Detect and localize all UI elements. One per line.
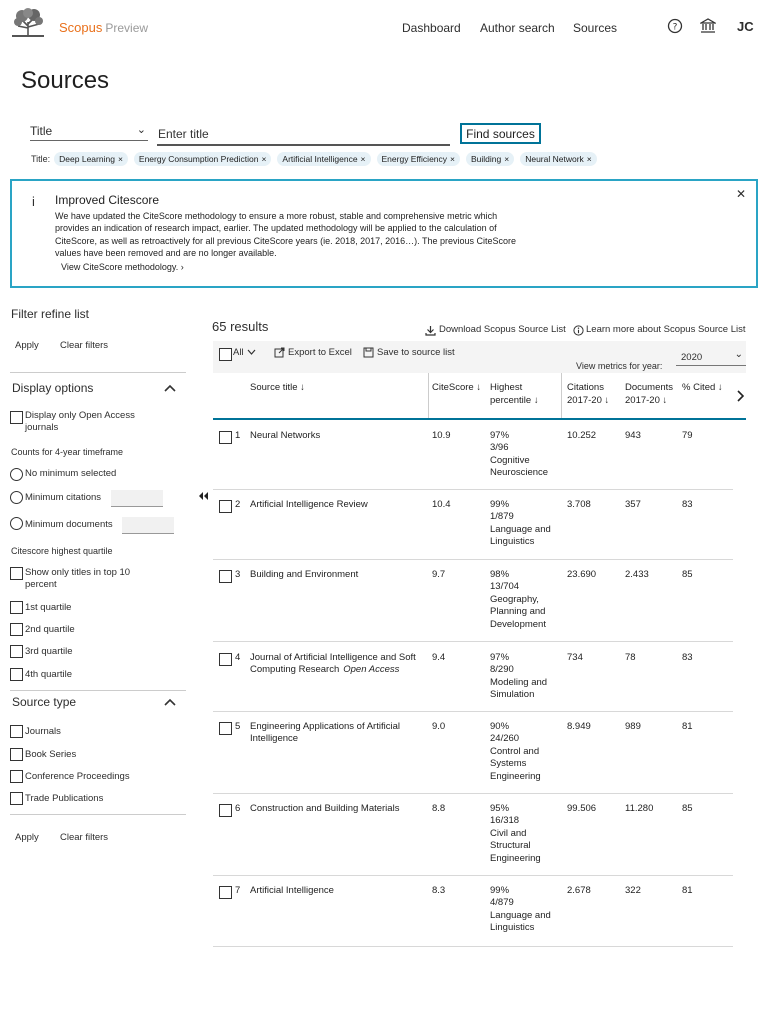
row-number: 4 [235, 652, 241, 663]
source-title-link[interactable]: Engineering Applications of Artificial Intelligence [250, 721, 400, 745]
citations-value: 2.678 [567, 885, 591, 896]
table-row [250, 652, 425, 677]
checkbox-label: Conference Proceedings [25, 771, 130, 782]
row-divider [213, 793, 733, 794]
documents-value: 2.433 [625, 569, 649, 580]
documents-value: 78 [625, 652, 636, 663]
col-citescore[interactable]: CiteScore ↓ [432, 382, 482, 393]
user-avatar[interactable]: JC [737, 19, 754, 34]
select-all-checkbox[interactable] [219, 348, 232, 361]
chip[interactable]: Deep Learning × [54, 152, 128, 166]
checkbox-label: 4th quartile [25, 669, 73, 680]
checkbox-label: Show only titles in top 10 percent [25, 567, 131, 590]
chip[interactable]: Artificial Intelligence × [277, 152, 370, 166]
preview-label: Preview [105, 21, 149, 35]
checkbox-label: Book Series [25, 749, 77, 760]
row-checkbox[interactable] [219, 804, 232, 817]
source-title-link[interactable]: Journal of Artificial Intelligence and Soft Computing Research [250, 652, 416, 676]
apply-button[interactable]: Apply [15, 340, 39, 351]
radio-no-minimum[interactable] [10, 468, 23, 481]
checkbox-label: Trade Publications [25, 793, 104, 804]
cited-value: 81 [682, 885, 693, 896]
citescore-value: 8.3 [432, 885, 446, 896]
documents-value: 989 [625, 721, 641, 732]
search-chips [31, 152, 597, 166]
percentile-value: 97% [490, 652, 510, 663]
percentile-cell [490, 652, 555, 702]
save-icon [363, 347, 374, 358]
row-divider [213, 946, 733, 947]
min-citations-input[interactable] [111, 490, 163, 507]
row-divider [213, 875, 733, 876]
col-documents[interactable]: Documents 2017-20 ↓ [625, 382, 674, 406]
citescore-value: 8.8 [432, 803, 446, 814]
results-count: 65 results [212, 319, 269, 334]
category-value: Cognitive Neuroscience [490, 454, 549, 479]
row-number: 3 [235, 569, 241, 580]
q1-checkbox[interactable] [10, 601, 23, 614]
open-access-checkbox[interactable] [10, 411, 23, 424]
min-documents-input[interactable] [122, 517, 174, 534]
percentile-cell [490, 569, 555, 631]
nav-author-search[interactable]: Author search [480, 21, 555, 35]
collapse-panel-icon[interactable] [197, 491, 209, 501]
source-type-title[interactable]: Source type [12, 695, 77, 709]
citations-value: 8.949 [567, 721, 591, 732]
citescore-value: 10.4 [432, 499, 451, 510]
close-icon[interactable]: × [586, 154, 592, 164]
citescore-notice [10, 179, 758, 288]
elsevier-logo-icon[interactable] [10, 8, 46, 38]
chevron-down-icon: ⌄ [136, 124, 146, 136]
journals-checkbox[interactable] [10, 725, 23, 738]
percentile-value: 99% [490, 499, 510, 510]
citescore-value: 9.4 [432, 652, 446, 663]
citescore-value: 9.7 [432, 569, 446, 580]
info-icon: i [32, 194, 35, 209]
open-access-label: Display only Open Access journals [25, 410, 135, 433]
documents-value: 943 [625, 430, 641, 441]
row-checkbox[interactable] [219, 500, 232, 513]
rank-value: 3/96 [490, 442, 509, 454]
conference-checkbox[interactable] [10, 770, 23, 783]
table-row [250, 499, 425, 511]
save-source-list-button[interactable]: Save to source list [377, 347, 455, 358]
table-row [250, 430, 425, 442]
find-sources-button[interactable]: Find sources [460, 123, 541, 144]
apply-button[interactable]: Apply [15, 832, 39, 843]
table-row [250, 803, 425, 815]
chip[interactable]: Energy Efficiency × [377, 152, 460, 166]
chip[interactable]: Neural Network × [520, 152, 597, 166]
source-title-link[interactable]: Building and Environment [250, 569, 359, 580]
row-divider [213, 641, 733, 642]
row-checkbox[interactable] [219, 431, 232, 444]
year-value: 2020 [681, 352, 703, 363]
cited-value: 83 [682, 652, 693, 663]
citescore-value: 10.9 [432, 430, 451, 441]
notice-title: Improved Citescore [55, 193, 160, 207]
select-all-label[interactable]: All [233, 347, 244, 358]
rank-value: 4/879 [490, 897, 514, 909]
nav-sources[interactable]: Sources [573, 21, 618, 35]
book-series-checkbox[interactable] [10, 748, 23, 761]
documents-value: 11.280 [625, 803, 654, 814]
col-source-title[interactable]: Source title ↓ [250, 382, 305, 393]
documents-value: 322 [625, 885, 641, 896]
citescore-methodology-link[interactable]: View CiteScore methodology. › [61, 262, 184, 272]
q4-checkbox[interactable] [10, 668, 23, 681]
display-options-title[interactable]: Display options [12, 381, 94, 395]
citations-value: 734 [567, 652, 583, 663]
checkbox-label: 2nd quartile [25, 624, 75, 635]
search-type-select[interactable] [30, 124, 148, 141]
row-checkbox[interactable] [219, 570, 232, 583]
source-title-link[interactable]: Artificial Intelligence Review [250, 499, 368, 510]
open-access-label: Open Access [343, 664, 400, 676]
percentile-cell [490, 499, 555, 549]
export-excel-button[interactable]: Export to Excel [288, 347, 352, 358]
checkbox-label: 3rd quartile [25, 646, 73, 657]
chip[interactable]: Building × [466, 152, 514, 166]
quartile-title: Citescore highest quartile [11, 546, 113, 556]
rank-value: 8/290 [490, 664, 514, 676]
radio-label: Minimum citations [25, 492, 102, 503]
clear-filters-button[interactable]: Clear filters [60, 340, 109, 351]
search-input[interactable] [157, 124, 450, 146]
chevron-up-icon[interactable] [164, 696, 176, 708]
chip[interactable]: Energy Consumption Prediction × [134, 152, 272, 166]
citations-value: 23.690 [567, 569, 597, 580]
category-value: Language and Linguistics [490, 909, 551, 934]
category-value: Language and Linguistics [490, 523, 551, 548]
percentile-cell [490, 721, 555, 783]
close-icon[interactable]: × [360, 154, 366, 164]
info-icon [573, 325, 584, 336]
close-icon[interactable]: × [450, 154, 455, 164]
row-divider [213, 489, 733, 490]
row-checkbox[interactable] [219, 653, 232, 666]
category-value: Modeling and Simulation [490, 676, 548, 701]
close-icon[interactable]: ✕ [735, 187, 746, 201]
close-icon[interactable]: × [504, 154, 510, 164]
percentile-value: 99% [490, 885, 510, 896]
chevron-up-icon[interactable] [164, 382, 176, 394]
table-row [250, 885, 425, 897]
metrics-year-label: View metrics for year: [576, 361, 663, 371]
row-number: 7 [235, 885, 241, 896]
citations-value: 3.708 [567, 499, 591, 510]
counts-title: Counts for 4-year timeframe [11, 447, 124, 457]
checkbox-label: Journals [25, 726, 61, 737]
chevron-down-icon: ⌄ [734, 349, 743, 360]
cited-value: 79 [682, 430, 693, 441]
col-citations[interactable]: Citations 2017-20 ↓ [567, 382, 610, 406]
download-source-list-link[interactable]: Download Scopus Source List [439, 324, 566, 335]
metrics-year-select[interactable] [676, 349, 746, 366]
search-type-value: Title [30, 124, 53, 138]
cited-value: 81 [682, 721, 693, 732]
cited-value: 83 [682, 499, 693, 510]
rank-value: 16/318 [490, 815, 520, 827]
cited-value: 85 [682, 569, 693, 580]
category-value: Civil and Structural Engineering [490, 827, 541, 864]
source-title-link[interactable]: Artificial Intelligence [250, 885, 334, 896]
top10-checkbox[interactable] [10, 567, 23, 580]
close-icon[interactable]: × [117, 154, 123, 164]
chips-label: Title: [31, 154, 51, 164]
rank-value: 1/879 [490, 511, 514, 523]
radio-min-citations[interactable] [10, 491, 23, 504]
row-number: 5 [235, 721, 241, 732]
row-divider [213, 711, 733, 712]
col-cited[interactable]: % Cited ↓ [682, 382, 723, 393]
nav-dashboard[interactable]: Dashboard [402, 21, 461, 35]
percentile-value: 97% [490, 430, 510, 441]
q3-checkbox[interactable] [10, 645, 23, 658]
citescore-value: 9.0 [432, 721, 446, 732]
row-number: 1 [235, 430, 241, 441]
percentile-value: 90% [490, 721, 510, 732]
source-title-link[interactable]: Construction and Building Materials [250, 803, 400, 814]
filter-title: Filter refine list [11, 307, 90, 321]
q2-checkbox[interactable] [10, 623, 23, 636]
institution-icon[interactable] [700, 18, 716, 34]
chevron-down-icon[interactable] [247, 349, 256, 356]
source-title-link[interactable]: Neural Networks [250, 430, 321, 441]
radio-label: No minimum selected [25, 468, 117, 479]
trade-checkbox[interactable] [10, 792, 23, 805]
page-title: Sources [21, 67, 110, 94]
citations-value: 10.252 [567, 430, 597, 441]
row-divider [213, 559, 733, 560]
table-row [250, 721, 425, 746]
scopus-brand[interactable]: Scopus Preview [59, 20, 149, 35]
row-checkbox[interactable] [219, 886, 232, 899]
download-icon [425, 325, 436, 336]
export-icon [274, 347, 285, 358]
category-value: Control and Systems Engineering [490, 745, 541, 782]
percentile-cell [490, 885, 555, 935]
rank-value: 24/260 [490, 733, 520, 745]
learn-more-link[interactable]: Learn more about Scopus Source List [586, 324, 746, 335]
notice-body: We have updated the CiteScore methodology to ensure a more robust, stable and comprehensive metric which provides an indication of research impact, earlier. The updated methodology will be applied to the calculation of CiteScore, as well as retroactively for all previous CiteScore years (ie. 2018, 2017, 2016…). The previous CiteScore values have been removed and are no longer available. [55, 211, 517, 258]
citations-value: 99.506 [567, 803, 597, 814]
percentile-value: 95% [490, 803, 510, 814]
row-number: 6 [235, 803, 241, 814]
radio-min-documents[interactable] [10, 517, 23, 530]
checkbox-label: 1st quartile [25, 602, 72, 613]
percentile-cell [490, 803, 555, 865]
help-icon[interactable] [667, 18, 683, 34]
table-row [250, 569, 425, 581]
close-icon[interactable]: × [261, 154, 267, 164]
svg-text:?: ? [672, 22, 678, 33]
category-value: Geography, Planning and Development [490, 593, 546, 630]
clear-filters-button[interactable]: Clear filters [60, 832, 109, 843]
row-number: 2 [235, 499, 241, 510]
cited-value: 85 [682, 803, 693, 814]
rank-value: 13/704 [490, 581, 520, 593]
row-checkbox[interactable] [219, 722, 232, 735]
percentile-cell [490, 430, 555, 480]
chevron-right-icon[interactable] [736, 390, 744, 402]
radio-label: Minimum documents [25, 519, 113, 530]
col-highest-percentile[interactable]: Highest percentile ↓ [490, 382, 539, 406]
documents-value: 357 [625, 499, 641, 510]
percentile-value: 98% [490, 569, 510, 580]
